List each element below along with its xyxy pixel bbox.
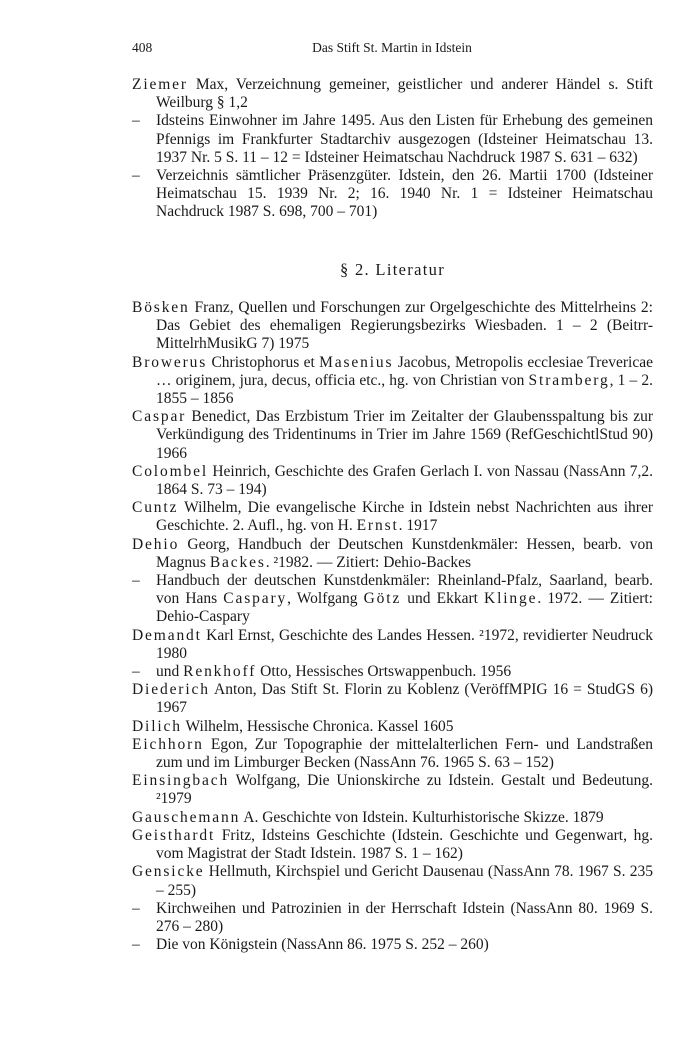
bibliography-entry-continuation bbox=[132, 112, 653, 167]
ditto-dash: – bbox=[132, 112, 140, 130]
ditto-dash: – bbox=[132, 936, 140, 954]
entry-text: Wolfgang, Die Unionskirche zu Idstein. Gestalt und Bedeutung. ²1979 bbox=[156, 772, 653, 808]
entry-text: Kirchweihen und Patrozinien in der Herrschaft Idstein (NassAnn 80. 1969 S. 276 – 280) bbox=[156, 899, 653, 935]
entry-text: Otto, Hessisches Ortswappenbuch. 1956 bbox=[256, 663, 512, 681]
entry-text: . 1917 bbox=[398, 517, 438, 535]
entry-text: , Wolfgang bbox=[287, 590, 364, 608]
author-name: Caspary bbox=[223, 590, 288, 608]
author-name: Gensicke bbox=[132, 863, 205, 881]
entry-text: Max, Verzeichnung gemeiner, geistlicher und anderer Händel s. Stift Weilburg § 1,2 bbox=[156, 76, 653, 112]
author-name: Ernst bbox=[356, 517, 399, 535]
author-name: Colombel bbox=[132, 462, 209, 480]
entry-text: Hellmuth, Kirchspiel und Gericht Dausenau (NassAnn 78. 1967 S. 235 – 255) bbox=[156, 863, 653, 899]
ditto-dash: – bbox=[132, 572, 140, 590]
entry-text: Jacobus, Metropolis ecclesiae Trevericae … originem, jura, decus, officia etc., hg. von Christian von bbox=[156, 353, 653, 389]
entry-text: , 1 – 2. 1855 – 1856 bbox=[156, 371, 653, 408]
author-name: Gauschemann bbox=[132, 808, 241, 826]
entry-text: Wilhelm, Hessische Chronica. Kassel 1605 bbox=[181, 717, 454, 735]
author-name: Cuntz bbox=[132, 499, 179, 517]
entry-text: Wilhelm, Die evangelische Kirche in Idstein nebst Nachrichten aus ihrer Geschichte. 2. Aufl., hg. von H. bbox=[156, 499, 653, 535]
sources-list bbox=[132, 76, 653, 222]
entry-text: A. Geschichte von Idstein. Kulturhistorische Skizze. 1879 bbox=[240, 808, 604, 826]
author-name: Dilich bbox=[132, 717, 182, 735]
entry-text: Fritz, Idsteins Geschichte (Idstein. Geschichte und Gegenwart, hg. vom Magistrat der Stadt Idstein. 1987 S. 1 – 162) bbox=[156, 826, 653, 863]
bibliography-entry bbox=[132, 772, 653, 808]
entry-text: und Ekkart bbox=[401, 590, 485, 608]
author-name: Bösken bbox=[132, 299, 190, 316]
ditto-dash: – bbox=[132, 167, 140, 185]
bibliography-entry bbox=[132, 463, 653, 499]
bibliography-entry bbox=[132, 681, 653, 717]
entry-text: Anton, Das Stift St. Florin zu Koblenz (VeröffMPIG 16 = StudGS 6) 1967 bbox=[156, 681, 653, 717]
entry-text: Heinrich, Geschichte des Grafen Gerlach I. von Nassau (NassAnn 7,2. 1864 S. 73 – 194) bbox=[156, 462, 653, 499]
entry-text: Idsteins Einwohner im Jahre 1495. Aus den Listen für Erhebung des gemeinen Pfennigs im Frankfurter Stadtarchiv ausgezogen (Idsteiner Heimatschau 13. 1937 Nr. 5 S. 11 – 12 = Idsteiner Heimatschau Nachdruck 1987 S. 631 – 632) bbox=[156, 112, 653, 166]
entry-text: Georg, Handbuch der Deutschen Kunstdenkmäler: Hessen, bearb. von Magnus bbox=[156, 535, 653, 571]
author-name: Diederich bbox=[132, 681, 210, 699]
author-name: Masenius bbox=[319, 353, 394, 371]
bibliography-entry bbox=[132, 408, 653, 463]
bibliography-entry bbox=[132, 627, 653, 663]
bibliography-entry-continuation bbox=[132, 900, 653, 936]
section-heading: § 2. Literatur bbox=[339, 260, 446, 279]
bibliography-entry bbox=[132, 736, 653, 772]
bibliography-entry bbox=[132, 718, 653, 736]
author-name: Browerus bbox=[132, 353, 208, 371]
author-name: Ziemer bbox=[132, 76, 188, 93]
entry-text: Egon, Zur Topographie der mittelalterlichen Fern- und Landstraßen zum und im Limburger Becken (NassAnn 76. 1965 S. 63 – 152) bbox=[156, 735, 653, 772]
author-name: Einsingbach bbox=[132, 772, 230, 790]
bibliography-entry-continuation bbox=[132, 167, 653, 222]
entry-text: . ²1982. — Zitiert: Dehio-Backes bbox=[265, 553, 471, 571]
author-name: Caspar bbox=[132, 408, 187, 426]
bibliography-list bbox=[132, 299, 653, 954]
bibliography-entry bbox=[132, 499, 653, 535]
author-name: Stramberg bbox=[528, 371, 610, 389]
entry-text: . 1972. — Zitiert: Dehio-Caspary bbox=[156, 590, 653, 626]
author-name: Backes bbox=[209, 553, 266, 571]
entry-text: Die von Königstein (NassAnn 86. 1975 S. 252 – 260) bbox=[156, 936, 489, 954]
running-head bbox=[132, 40, 652, 60]
bibliography-entry bbox=[132, 536, 653, 572]
ditto-dash: – bbox=[132, 663, 140, 681]
author-name: Geisthardt bbox=[132, 826, 216, 844]
running-head-title: Das Stift St. Martin in Idstein bbox=[312, 40, 472, 55]
author-name: Renkhoff bbox=[183, 663, 257, 681]
bibliography-entry-continuation bbox=[132, 936, 653, 954]
bibliography-entry bbox=[132, 809, 653, 827]
entry-text: Karl Ernst, Geschichte des Landes Hessen. ²1972, revidierter Neudruck 1980 bbox=[156, 626, 653, 662]
bibliography-entry bbox=[132, 299, 653, 354]
entry-text: Christophorus et bbox=[207, 353, 320, 371]
bibliography-entry bbox=[132, 76, 653, 112]
author-name: Götz bbox=[363, 590, 402, 608]
page-number: 408 bbox=[132, 40, 153, 55]
bibliography-entry bbox=[132, 354, 653, 409]
bibliography-entry-continuation bbox=[132, 572, 653, 627]
bibliography-entry bbox=[132, 827, 653, 863]
bibliography-entry-continuation bbox=[132, 663, 653, 681]
entry-text: Benedict, Das Erzbistum Trier im Zeitalter der Glaubensspaltung bis zur Verkündigung des Tridentinums in Trier im Jahre 1569 (RefGeschichtlStud 90) 1966 bbox=[156, 408, 653, 462]
entry-text: Franz, Quellen und Forschungen zur Orgelgeschichte des Mittelrheins 2: Das Gebiet des ehemaligen Regierungsbezirks Wiesbaden. 1 – 2 (Beitrr-MittelrhMusikG 7) 1975 bbox=[156, 299, 653, 353]
author-name: Klinge bbox=[484, 590, 538, 608]
ditto-dash: – bbox=[132, 899, 140, 917]
author-name: Dehio bbox=[132, 535, 180, 553]
author-name: Demandt bbox=[132, 626, 202, 644]
author-name: Eichhorn bbox=[132, 735, 204, 753]
entry-text: Verzeichnis sämtlicher Präsenzgüter. Idstein, den 26. Martii 1700 (Idsteiner Heimatschau 15. 1939 Nr. 2; 16. 1940 Nr. 1 = Idsteiner Heimatschau Nachdruck 1987 S. 698, 700 – 701) bbox=[156, 167, 653, 221]
entry-text: Handbuch der deutschen Kunstdenkmäler: Rheinland-Pfalz, Saarland, bearb. von Hans bbox=[156, 572, 653, 608]
entry-text: und bbox=[156, 663, 184, 681]
bibliography-entry bbox=[132, 863, 653, 899]
